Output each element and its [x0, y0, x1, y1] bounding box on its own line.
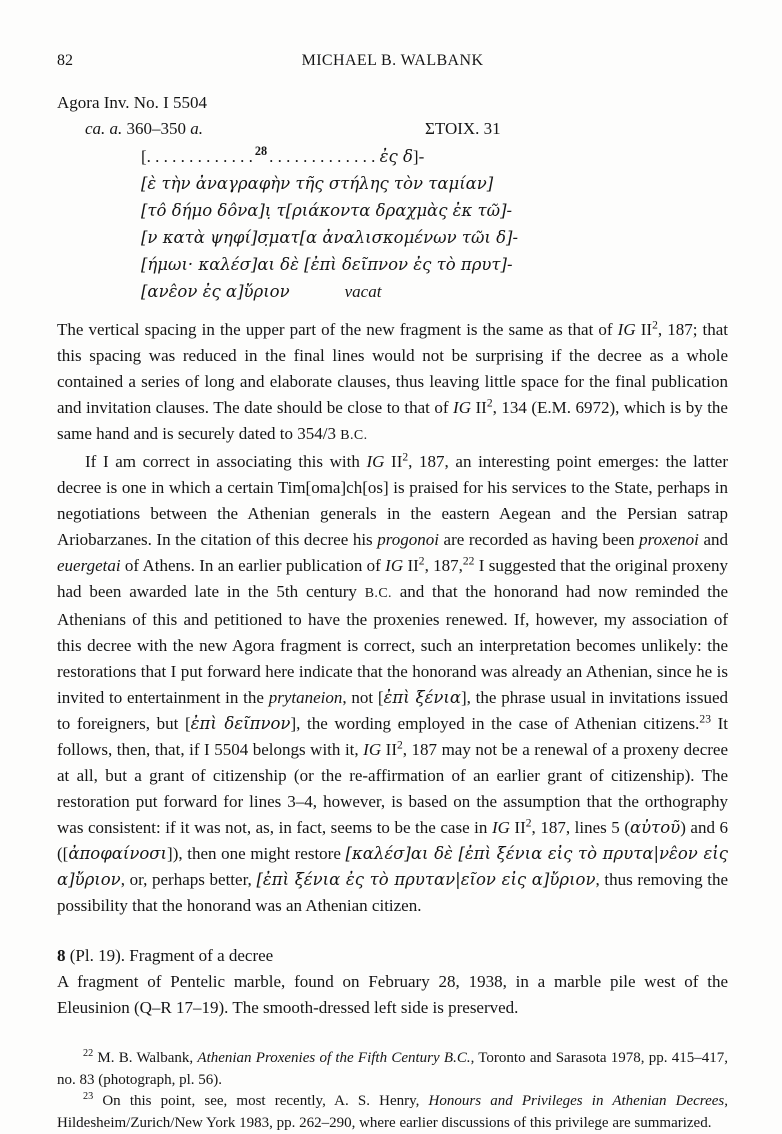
- body-paragraph: If I am correct in associating this with IG $II^2$, 187, an interesting point emerges: the latter decree is one in which a certain Tim[oma]ch[os] is praised for his services to the State, perhaps in negotiations between the Athenian generals in the eastern Aegean and the Persian satrap Ariobarzanes. In the citation of this decree his progonoi are recorded as having been proxenoi and euergetai of Athens. In an earlier publication of IG $II^2$, 187,22 I suggested that the original proxeny had been awarded late in the 5th century B.C. and that the honorand had now reminded the Athenians of this and petitioned to have the proxenies renewed. If, however, my association of this decree with the new Agora fragment is correct, such an interpretation becomes unlikely: the restorations that I put forward here indicate that the honorand was already an Athenian, since he is invited to entertainment in the prytaneion, not [ἐπὶ ξένια], the phrase usual in invitations issued to foreigners, but [ἐπὶ δεῖπνον], the wording employed in the case of Athenian citizens.$^{23}$ It follows, then, that, if I 5504 belongs with it, IG $II^2$, 187 may not be a renewal of a proxeny decree at all, but a grant of citizenship (or the re-affirmation of an earlier grant of citizenship). The restoration put forward for lines 3–4, however, is based on the assumption that the orthography was consistent: if it was not, as, in fact, seems to be the case in IG $II^2$, 187, lines 5 (αὐτοῦ) and 6 ([ἀποφαίνοσι]), then one might restore [καλέσ]αι δὲ [ἐπὶ ξένια εἰς τὸ πρυτα|νε̂ον εἰς α]ὔριον, or, perhaps better, [ἐπὶ ξένια ἐς τὸ πρυταν|εῖον εἰς α]ὔριον, thus removing the possibility that the honorand was an Athenian citizen.: [57, 450, 729, 915]
- page-header: [57, 52, 728, 70]
- footnotes: [57, 1048, 728, 1134]
- inscription-line: [. . . . . . . . . . . . . $^{28}$ . . . . . . . . . . . . . ἐς δ]-: [141, 144, 425, 166]
- body-paragraph: The vertical spacing in the upper part of the new fragment is the same as that of IG $II^2$, 187; that this spacing was reduced in the final lines would not be surprising if the decree as a whole contained a series of long and elaborate clauses, thus leaving little space for the final publication and invitation clauses. The date should be close to that of IG $II^2$, 134 (E.M. 6972), which is by the same hand and is securely dated to 354/3 B.C.: [57, 318, 729, 443]
- running-title: MICHAEL B. WALBANK: [301, 52, 484, 69]
- inscription-line: [ήμωι· καλέσ]αι δὲ [ἐπὶ δεῖπνον ἐς τὸ πρυτ]-: [141, 255, 513, 274]
- stoichedon-label: ΣΤΟΙΧ. 31: [425, 119, 501, 138]
- page-number: 82: [57, 52, 73, 69]
- inscription-inventory: Agora Inv. No. I 5504: [57, 93, 207, 112]
- inscription-line: [ν κατὰ ψηφί]σ̣ματ[α ἀναλισκομένων τῶι δ]-: [141, 228, 519, 247]
- inscription-date: ca. a. 360–350 a.: [85, 119, 204, 138]
- section-paragraph: A fragment of Pentelic marble, found on February 28, 1938, in a marble pile west of the Eleusinion (Q–R 17–19). The smooth-dressed left side is preserved.: [57, 972, 728, 1017]
- body-paragraphs: [57, 317, 728, 919]
- inscription-line: [ανε̂ον ἐς α]ὔριον vacat: [141, 282, 382, 301]
- footnote: $^{23}$ On this point, see, most recently, A. S. Henry, Honours and Privileges in Athenian Decrees, Hildesheim/Zurich/New York 1983, pp. 262–290, where earlier discussions of this privilege are summarized.: [57, 1091, 728, 1131]
- inscription-date-row: [57, 119, 728, 139]
- section-8: [57, 943, 728, 1021]
- inscription-line: [ὲ τὴν ἀναγραφὴν τῆς στήλης τὸν ταμίαν]: [141, 174, 494, 193]
- inscription-line: [το̂ δήμο δο̂να]ι̣ τ[ριάκοντα δραχμὰς ἐκ τῶ]-: [141, 201, 513, 220]
- footnote: $^{22}$ M. B. Walbank, Athenian Proxenies of the Fifth Century B.C., Toronto and Sarasota 1978, pp. 415–417, no. 83 (photograph, pl. 56).: [57, 1048, 728, 1088]
- section-heading: 8 (Pl. 19). Fragment of a decree: [57, 946, 274, 965]
- inscription-text-block: [141, 143, 728, 305]
